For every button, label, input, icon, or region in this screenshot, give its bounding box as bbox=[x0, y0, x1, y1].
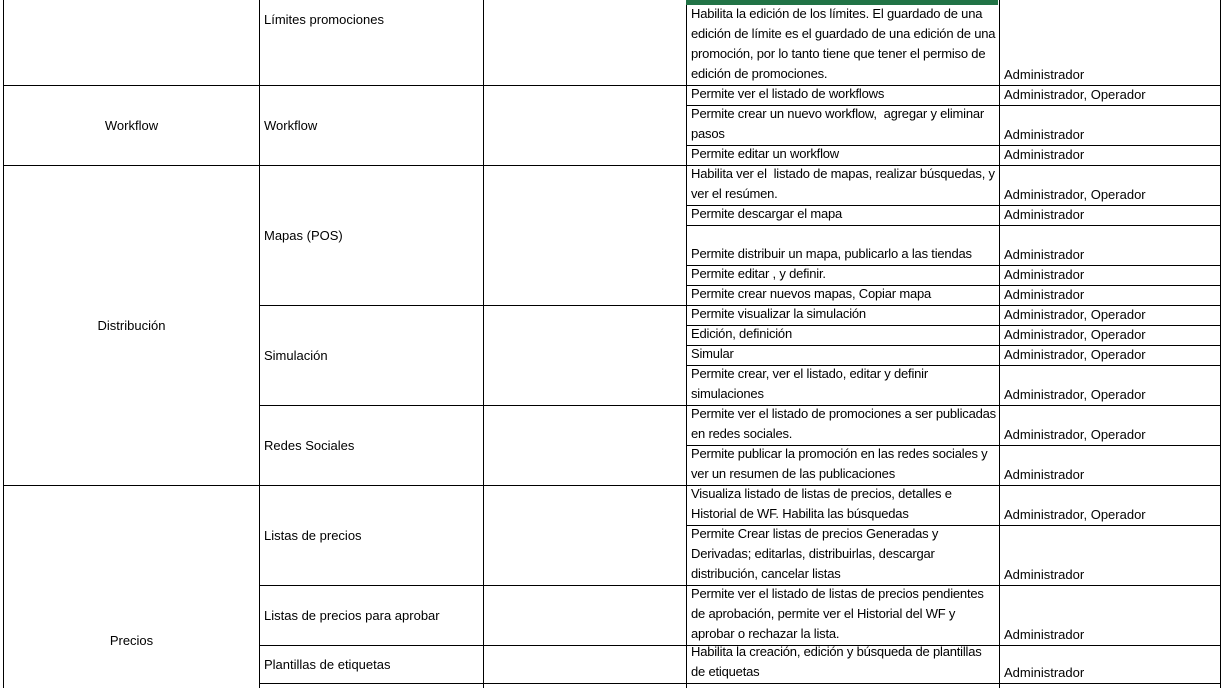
permission-row bbox=[687, 206, 1221, 226]
subsection-row bbox=[260, 486, 1221, 586]
cell-roles[interactable]: Administrador, Operador bbox=[1000, 166, 1221, 206]
cell-permission-description[interactable]: Simular bbox=[687, 346, 1000, 366]
cell-roles[interactable]: Administrador bbox=[1000, 0, 1221, 86]
selection-border-remnant bbox=[686, 0, 998, 5]
cell-category[interactable] bbox=[4, 0, 260, 86]
cell-subcategory[interactable]: Mapas (POS) bbox=[260, 166, 484, 306]
cell-roles[interactable]: Administrador bbox=[1000, 266, 1221, 286]
permission-row bbox=[687, 406, 1221, 446]
permission-row bbox=[687, 346, 1221, 366]
permission-row bbox=[687, 86, 1221, 106]
cell-roles[interactable]: Administrador, Operador bbox=[1000, 326, 1221, 346]
permission-row bbox=[687, 286, 1221, 306]
permission-rows bbox=[687, 166, 1221, 306]
permission-row bbox=[687, 106, 1221, 146]
cell-permission-description[interactable]: Permite descargar el mapa bbox=[687, 206, 1000, 226]
permission-rows bbox=[687, 684, 1221, 688]
permission-row bbox=[687, 326, 1221, 346]
cell-roles[interactable]: Administrador, Operador bbox=[1000, 486, 1221, 526]
cell-roles[interactable]: Administrador bbox=[1000, 206, 1221, 226]
permission-rows bbox=[687, 486, 1221, 586]
cell-empty[interactable] bbox=[484, 406, 687, 486]
cell-permission-description[interactable]: Permite editar , y definir. bbox=[687, 266, 1000, 286]
cell-empty[interactable] bbox=[484, 684, 687, 688]
cell-permission-description[interactable]: Permite visualizar la simulación bbox=[687, 306, 1000, 326]
cell-roles[interactable]: Administrador bbox=[1000, 586, 1221, 646]
cell-roles[interactable]: Administrador bbox=[1000, 526, 1221, 586]
cell-empty[interactable] bbox=[484, 486, 687, 586]
permission-row bbox=[687, 366, 1221, 406]
permission-row bbox=[687, 266, 1221, 286]
cell-subcategory[interactable]: Límites promociones bbox=[260, 0, 484, 86]
cell-subcategory[interactable]: Listas de precios bbox=[260, 486, 484, 586]
subsection-row bbox=[260, 586, 1221, 646]
permission-row bbox=[687, 646, 1221, 684]
permission-rows bbox=[687, 406, 1221, 486]
cell-permission-description[interactable]: Permite ver el listado de listas de precios pendientes de aprobación, permite ver el Historial del WF y aprobar o rechazar la lista. bbox=[687, 586, 1000, 646]
permission-row bbox=[687, 146, 1221, 166]
cell-category[interactable]: Precios bbox=[4, 486, 260, 688]
cell-empty[interactable] bbox=[484, 646, 687, 684]
cell-permission-description[interactable]: Permite crear un nuevo workflow, agregar y eliminar pasos bbox=[687, 106, 1000, 146]
cell-permission-description[interactable]: Permite Crear listas de precios Generadas y Derivadas; editarlas, distribuirlas, descargar distribución, cancelar listas bbox=[687, 526, 1000, 586]
cell-empty[interactable] bbox=[484, 86, 687, 166]
permission-rows bbox=[687, 586, 1221, 646]
cell-permission-description[interactable]: Permite ver el listado de promociones a ser publicadas en redes sociales. bbox=[687, 406, 1000, 446]
cell-roles[interactable]: Administrador bbox=[1000, 446, 1221, 486]
cell-permission-description[interactable]: Permite crear nuevos mapas, Copiar mapa bbox=[687, 286, 1000, 306]
cell-subcategory[interactable]: Listas de precios para aprobar bbox=[260, 586, 484, 646]
subsection-group bbox=[260, 166, 1221, 486]
cell-empty[interactable] bbox=[484, 306, 687, 406]
table-section bbox=[4, 86, 1221, 166]
cell-permission-description[interactable]: Permite publicar la promoción en las redes sociales y ver un resumen de las publicaciones bbox=[687, 446, 1000, 486]
cell-roles[interactable] bbox=[1000, 684, 1221, 688]
permission-row bbox=[687, 486, 1221, 526]
permission-rows bbox=[687, 306, 1221, 406]
table-section bbox=[4, 0, 1221, 86]
cell-roles[interactable]: Administrador bbox=[1000, 286, 1221, 306]
cell-permission-description[interactable]: Permite editar un workflow bbox=[687, 146, 1000, 166]
cell-roles[interactable]: Administrador, Operador bbox=[1000, 366, 1221, 406]
permission-row bbox=[687, 226, 1221, 266]
subsection-row bbox=[260, 86, 1221, 166]
subsection-row bbox=[260, 166, 1221, 306]
subsection-row bbox=[260, 684, 1221, 688]
cell-permission-description[interactable]: Habilita la creación, edición y búsqueda de plantillas de etiquetas bbox=[687, 646, 1000, 684]
permission-row bbox=[687, 446, 1221, 486]
cell-subcategory[interactable]: Workflow bbox=[260, 86, 484, 166]
table-section bbox=[4, 166, 1221, 486]
permission-row bbox=[687, 526, 1221, 586]
subsection-group bbox=[260, 86, 1221, 166]
subsection-row bbox=[260, 646, 1221, 684]
cell-permission-description[interactable]: Permite crear, ver el listado, editar y definir simulaciones bbox=[687, 366, 1000, 406]
cell-permission-description[interactable] bbox=[687, 684, 1000, 688]
permissions-table bbox=[3, 0, 1221, 688]
permission-rows bbox=[687, 86, 1221, 166]
cell-roles[interactable]: Administrador bbox=[1000, 106, 1221, 146]
permission-rows bbox=[687, 0, 1221, 86]
cell-subcategory[interactable] bbox=[260, 684, 484, 688]
permission-row bbox=[687, 586, 1221, 646]
cell-category[interactable]: Distribución bbox=[4, 166, 260, 486]
permission-row bbox=[687, 166, 1221, 206]
cell-subcategory[interactable]: Redes Sociales bbox=[260, 406, 484, 486]
permission-row bbox=[687, 0, 1221, 86]
permission-row bbox=[687, 684, 1221, 688]
cell-category[interactable]: Workflow bbox=[4, 86, 260, 166]
cell-subcategory[interactable]: Simulación bbox=[260, 306, 484, 406]
cell-permission-description[interactable]: Habilita ver el listado de mapas, realizar búsquedas, y ver el resúmen. bbox=[687, 166, 1000, 206]
cell-permission-description[interactable]: Habilita la edición de los límites. El guardado de una edición de límite es el guardado de una edición de una promoción, por lo tanto tiene que tener el permiso de edición de promociones. bbox=[687, 0, 1000, 86]
cell-roles[interactable]: Administrador, Operador bbox=[1000, 86, 1221, 106]
cell-roles[interactable]: Administrador bbox=[1000, 646, 1221, 684]
cell-permission-description[interactable]: Edición, definición bbox=[687, 326, 1000, 346]
cell-permission-description[interactable]: Visualiza listado de listas de precios, detalles e Historial de WF. Habilita las búsquedas bbox=[687, 486, 1000, 526]
cell-permission-description[interactable]: Permite ver el listado de workflows bbox=[687, 86, 1000, 106]
cell-roles[interactable]: Administrador, Operador bbox=[1000, 406, 1221, 446]
permission-rows bbox=[687, 646, 1221, 684]
permission-row bbox=[687, 306, 1221, 326]
subsection-row bbox=[260, 0, 1221, 86]
cell-roles[interactable]: Administrador bbox=[1000, 146, 1221, 166]
cell-empty[interactable] bbox=[484, 586, 687, 646]
cell-subcategory[interactable]: Plantillas de etiquetas bbox=[260, 646, 484, 684]
subsection-row bbox=[260, 306, 1221, 406]
subsection-group bbox=[260, 0, 1221, 86]
table-section bbox=[4, 486, 1221, 688]
cell-permission-description[interactable]: Permite distribuir un mapa, publicarlo a las tiendas bbox=[687, 226, 1000, 266]
cell-empty[interactable] bbox=[484, 166, 687, 306]
cell-roles[interactable]: Administrador, Operador bbox=[1000, 346, 1221, 366]
cell-empty[interactable] bbox=[484, 0, 687, 86]
cell-roles[interactable]: Administrador bbox=[1000, 226, 1221, 266]
cell-roles[interactable]: Administrador, Operador bbox=[1000, 306, 1221, 326]
subsection-row bbox=[260, 406, 1221, 486]
subsection-group bbox=[260, 486, 1221, 688]
